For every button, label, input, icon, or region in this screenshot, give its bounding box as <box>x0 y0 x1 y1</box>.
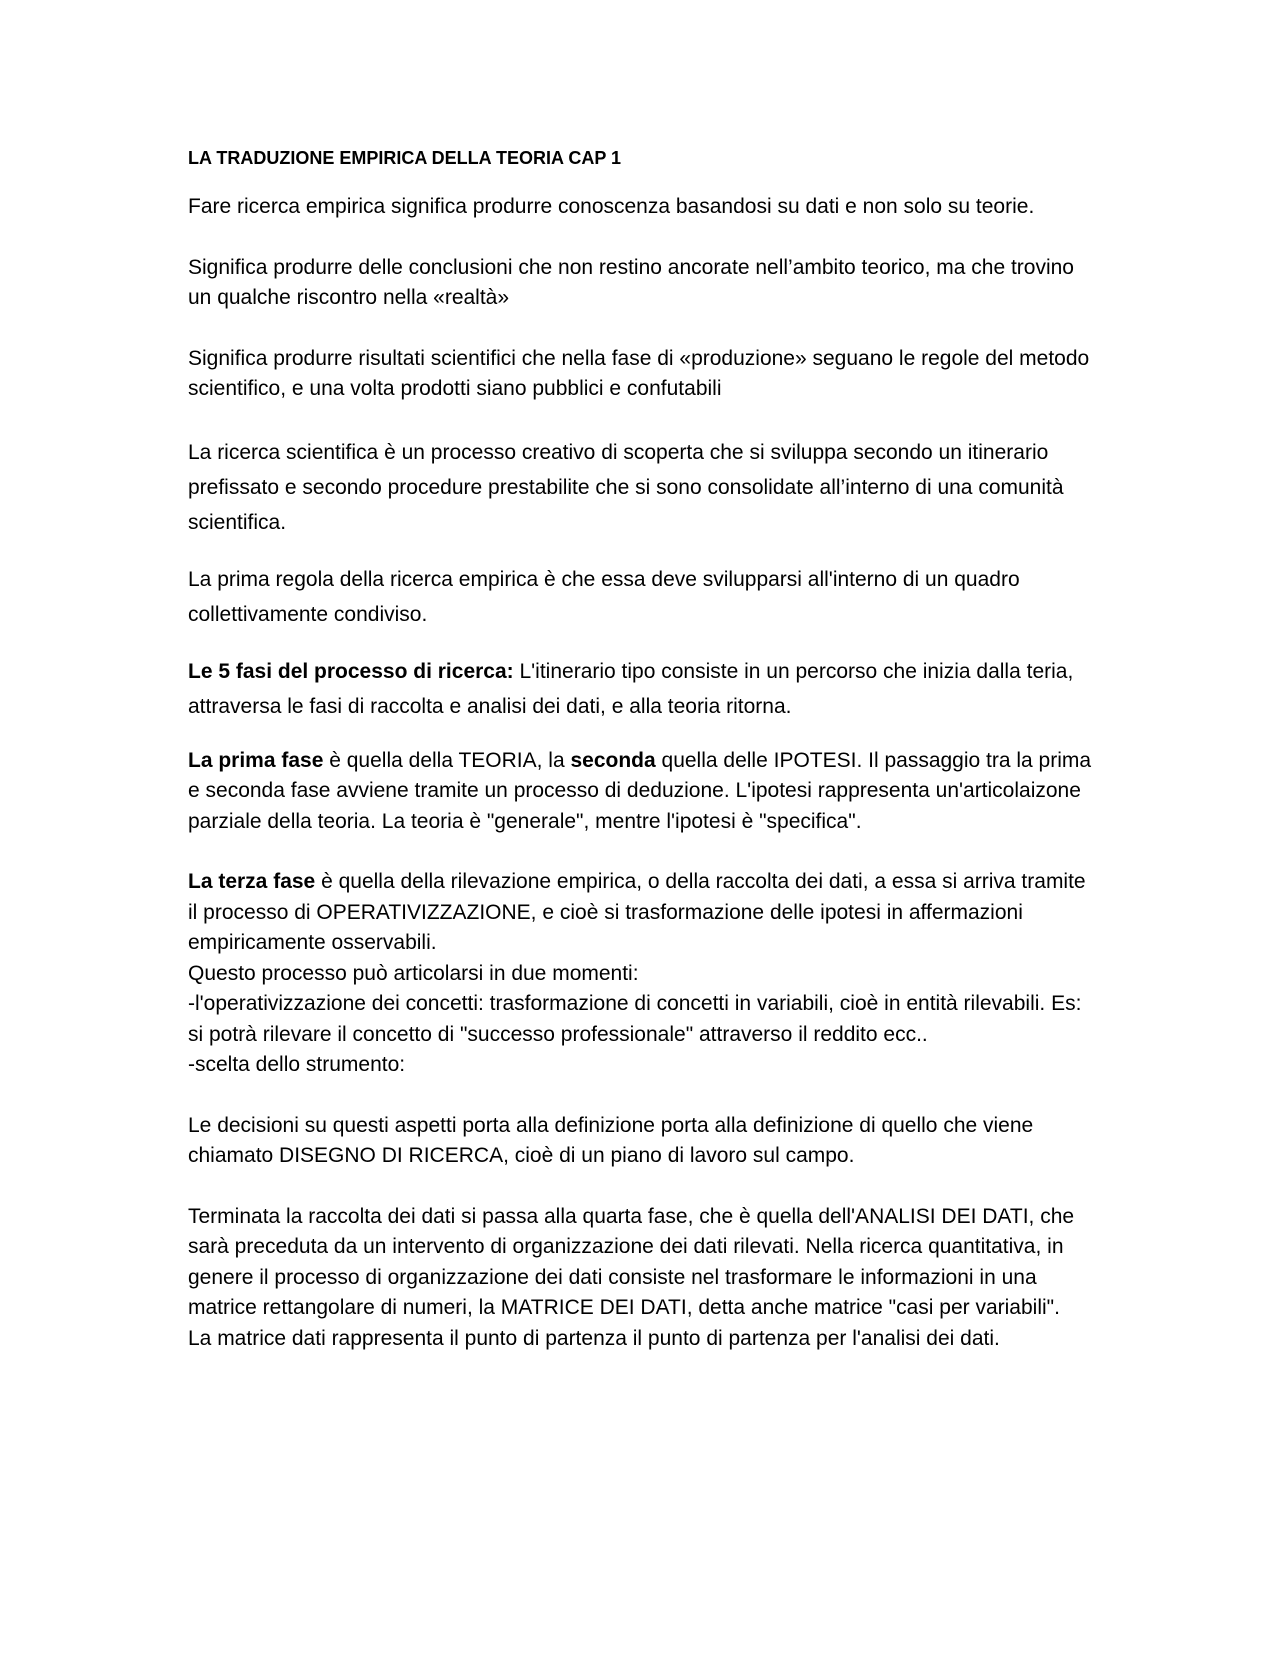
first-phase-text: è quella della TEORIA, la <box>323 748 571 772</box>
paragraph-first-rule: La prima regola della ricerca empirica è che essa deve svilupparsi all'interno di un quadro collettivamente condiviso. <box>188 567 1020 626</box>
paragraph-first-second-phase <box>188 746 1093 838</box>
document-title: LA TRADUZIONE EMPIRICA DELLA TEORIA CAP 1 <box>188 148 622 168</box>
paragraph-five-phases <box>188 654 1093 724</box>
paragraph-creative-process: La ricerca scientifica è un processo creativo di scoperta che si sviluppa secondo un itinerario prefissato e secondo procedure prestabilite che si sono consolidate all’interno di una comunità scientifica. <box>188 440 1064 534</box>
paragraph-data-analysis <box>188 1202 1093 1355</box>
phases-heading: Le 5 fasi del processo di ricerca: <box>188 659 514 683</box>
third-phase-label: La terza fase <box>188 870 316 893</box>
phases-text: L'itinerario tipo consiste in un percorso che inizia dalla teria, attraversa le fasi di raccolta e analisi dei dati, e alla teoria ritorna. <box>188 659 1074 718</box>
third-phase-concepts: -l'operativizzazione dei concetti: trasformazione di concetti in variabili, cioè in entità rilevabili. Es: si potrà rilevare il concetto di "successo professionale" attraverso il reddito ecc.. <box>188 992 1082 1046</box>
third-phase-moments: Questo processo può articolarsi in due momenti: <box>188 961 639 985</box>
paragraph-conclusions: Significa produrre delle conclusioni che non restino ancorate nell’ambito teorico, ma che trovino un qualche riscontro nella «realtà» <box>188 255 1074 309</box>
paragraph-empirical-research: Fare ricerca empirica significa produrre conoscenza basandosi su dati e non solo su teorie. <box>188 195 1035 218</box>
third-phase-instrument: -scelta dello strumento: <box>188 1053 406 1076</box>
third-phase-text: è quella della rilevazione empirica, o della raccolta dei dati, a essa si arriva tramite il processo di OPERATIVIZZAZIONE, e cioè si trasformazione delle ipotesi in affermazioni empiricamente osservabili. <box>188 870 1086 954</box>
paragraph-third-phase <box>188 867 1093 1081</box>
data-analysis-text: Terminata la raccolta dei dati si passa alla quarta fase, che è quella dell'ANALISI DEI DATI, che sarà preceduta da un intervento di organizzazione dei dati rilevati. Nella ricerca quantitativa, in genere il processo di organizzazione dei dati consiste nel trasformare le informazioni in una matrice rettangolare di numeri, la MATRICE DEI DATI, detta anche matrice "casi per variabili". <box>188 1204 1075 1319</box>
first-phase-label: La prima fase <box>188 748 324 772</box>
paragraph-research-design: Le decisioni su questi aspetti porta alla definizione porta alla definizione di quello che viene chiamato DISEGNO DI RICERCA, cioè di un piano di lavoro sul campo. <box>188 1113 1034 1167</box>
document-page <box>188 146 1093 1354</box>
data-matrix-text: La matrice dati rappresenta il punto di partenza il punto di partenza per l'analisi dei dati. <box>188 1326 1000 1350</box>
second-phase-text: quella delle IPOTESI. Il passaggio tra la prima e seconda fase avviene tramite un processo di deduzione. L'ipotesi rappresenta un'articolaizone parziale della teoria. La teoria è "generale", mentre l'ipotesi è "specifica". <box>188 748 1092 833</box>
paragraph-scientific-results: Significa produrre risultati scientifici che nella fase di «produzione» seguano le regole del metodo scientifico, e una volta prodotti siano pubblici e confutabili <box>188 346 1090 400</box>
second-phase-label: seconda <box>570 748 656 772</box>
third-phase-intro <box>188 867 1093 959</box>
